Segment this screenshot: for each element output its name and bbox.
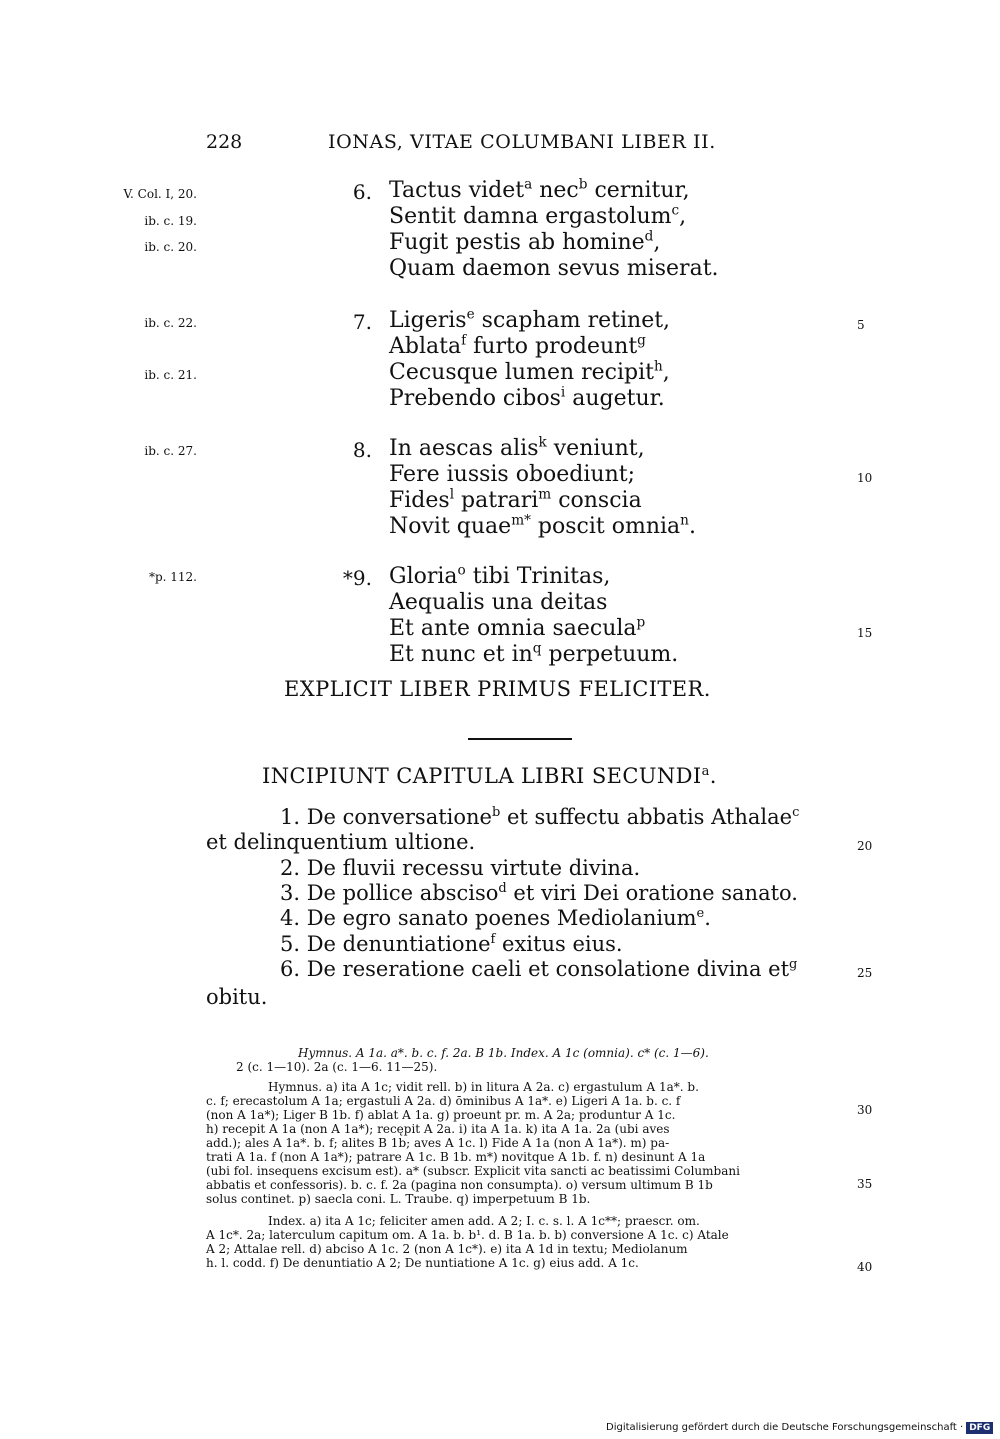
apparatus-line: c. f; erecastolum A 1a; ergastuli A 2a. d) ōminibus A 1a*. e) Ligeri A 1a. b. c. f (206, 1094, 681, 1108)
capitulum-entry: 3. De pollice absciso$^d$ et viri Dei oratione sanato. (280, 881, 798, 905)
stanza-number: 7. (352, 310, 372, 334)
dfg-logo: DFG (966, 1422, 993, 1434)
line-number: 25 (857, 966, 873, 980)
running-title: IONAS, VITAE COLUMBANI LIBER II. (328, 131, 716, 153)
line-number: 30 (857, 1103, 873, 1117)
sources-line: 2 (c. 1—10). 2a (c. 1—6. 11—25). (236, 1060, 438, 1074)
verse-line: In aescas alis$^k$ veniunt, (389, 434, 645, 461)
separator-rule (468, 738, 572, 740)
line-number: 15 (857, 626, 873, 640)
capitulum-entry: obitu. (206, 985, 268, 1009)
margin-ref: ib. c. 19. (144, 214, 197, 228)
sources-line: Hymnus. A 1a. a*. b. c. f. 2a. B 1b. Index. A 1c (omnia). c* (c. 1—6). (298, 1046, 709, 1060)
verse-line: Quam daemon sevus miserat. (389, 256, 719, 281)
digitization-footer: Digitalisierung gefördert durch die Deutsche Forschungsgemeinschaft · DFG (606, 1422, 993, 1434)
margin-ref: V. Col. I, 20. (123, 187, 197, 201)
apparatus-line: Index. a) ita A 1c; feliciter amen add. A 2; I. c. s. l. A 1c**; praescr. om. (268, 1214, 700, 1228)
verse-line: Gloria$^o$ tibi Trinitas, (389, 562, 611, 589)
capitula-heading: INCIPIUNT CAPITULA LIBRI SECUNDI$^a$. (262, 764, 717, 788)
verse-line: Et ante omnia saecula$^p$ (389, 614, 646, 641)
line-number: 35 (857, 1177, 873, 1191)
verse-line: Ablata$^f$ furto prodeunt$^g$ (389, 332, 646, 359)
verse-line: Cecusque lumen recipit$^h$, (389, 358, 670, 385)
stanza-number: 6. (352, 180, 372, 204)
apparatus-line: h) recepit A 1a (non A 1a*); recępit A 2a. i) ita A 1a. k) ita A 1a. 2a (ubi aves (206, 1122, 670, 1136)
apparatus-line: A 2; Attalae rell. d) abciso A 1c. 2 (non A 1c*). e) ita A 1d in textu; Mediolanum (206, 1242, 688, 1256)
verse-line: Et nunc et $in^q$ perpetuum. (389, 640, 679, 667)
margin-ref: ib. c. 27. (144, 444, 197, 458)
page-number: 228 (206, 131, 243, 153)
apparatus-line: (non A 1a*); Liger B 1b. f) ablat A 1a. g) proeunt pr. m. A 2a; produntur A 1c. (206, 1108, 676, 1122)
capitulum-entry: et delinquentium ultione. (206, 830, 476, 854)
verse-line: Prebendo cibos$^i$ augetur. (389, 384, 665, 411)
line-number: 40 (857, 1260, 873, 1274)
margin-ref: ib. c. 21. (144, 368, 197, 382)
margin-ref: *p. 112. (148, 570, 197, 584)
verse-line: Tactus videt$^a$ nec$^b$ cernitur, (389, 176, 690, 203)
apparatus-line: trati A 1a. f (non A 1a*); patrare A 1c. B 1b. m*) novitque A 1b. f. n) desinunt A 1a (206, 1150, 706, 1164)
verse-line: Sentit damna ergastolum$^c$, (389, 202, 687, 229)
apparatus-line: (ubi fol. insequens excisum est). a* (subscr. Explicit vita sancti ac beatissimi Columbani (206, 1164, 740, 1178)
verse-line: Ligeris$^e$ scapham retinet, (389, 306, 671, 333)
line-number: 20 (857, 839, 873, 853)
capitulum-entry: 6. De reseratione caeli et consolatione divina $et^g$ (280, 957, 798, 981)
verse-line: Fere iussis oboediunt; (389, 462, 636, 487)
apparatus-line: h. l. codd. f) De denuntiatio A 2; De nuntiatione A 1c. g) eius add. A 1c. (206, 1256, 639, 1270)
apparatus-line: Hymnus. a) ita A 1c; vidit rell. b) in litura A 2a. c) ergastulum A 1a*. b. (268, 1080, 699, 1094)
capitulum-entry: 2. De fluvii recessu virtute divina. (280, 856, 641, 880)
apparatus-line: A 1c*. 2a; laterculum capitum om. A 1a. b. b¹. d. B 1a. b. b) conversione A 1c. c) Atale (206, 1228, 729, 1242)
line-number: 5 (857, 318, 865, 332)
margin-ref: ib. c. 20. (144, 240, 197, 254)
apparatus-line: add.); ales A 1a*. b. f; alites B 1b; aves A 1c. l) Fide A 1a (non A 1a*). m) pa- (206, 1136, 670, 1150)
explicit-line: EXPLICIT LIBER PRIMUS FELICITER. (284, 677, 711, 701)
apparatus-line: solus continet. p) saecla coni. L. Traube. q) imperpetuum B 1b. (206, 1192, 591, 1206)
apparatus-line: abbatis et confessoris). b. c. f. 2a (pagina non consumpta). o) versum ultimum B 1b (206, 1178, 713, 1192)
verse-line: Novit quae$^{m*}$ poscit omnia$^n$. (389, 512, 696, 539)
capitulum-entry: 5. De denuntiatione$^f$ exitus eius. (280, 932, 623, 956)
capitulum-entry: 1. De conversatione$^b$ et suffectu abbatis Athalae$^c$ (280, 805, 800, 829)
stanza-number: *9. (342, 566, 372, 590)
verse-line: Aequalis una deitas (389, 590, 608, 615)
stanza-number: 8. (352, 438, 372, 462)
line-number: 10 (857, 471, 873, 485)
capitulum-entry: 4. De egro sanato poenes Mediolanium$^e$. (280, 906, 711, 930)
verse-line: Fides$^l$ patrari$^m$ conscia (389, 486, 642, 513)
verse-line: Fugit pestis ab homine$^d$, (389, 228, 661, 255)
margin-ref: ib. c. 22. (144, 316, 197, 330)
